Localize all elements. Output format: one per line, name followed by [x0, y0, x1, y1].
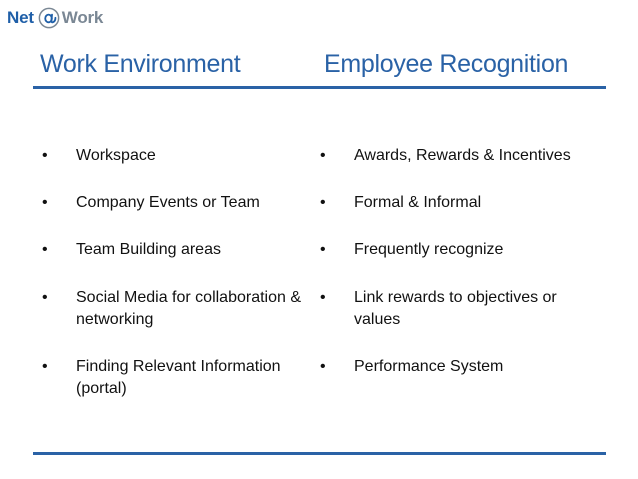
bullet: •	[42, 194, 48, 211]
bullet: •	[320, 194, 326, 211]
bullet: •	[320, 289, 326, 306]
bullet: •	[42, 147, 48, 164]
employee-recognition-heading: Employee Recognition	[324, 50, 569, 78]
top-divider	[33, 86, 606, 89]
list-item-text: Company Events or Team	[76, 194, 260, 211]
work-environment-heading: Work Environment	[40, 50, 241, 78]
bullet: •	[42, 241, 48, 258]
list-item-text: Frequently recognize	[354, 241, 504, 258]
list-item-text: Finding Relevant Information (portal)	[76, 358, 281, 397]
bullet: •	[42, 289, 48, 306]
bullet: •	[42, 358, 48, 375]
logo-work-text: Work	[61, 8, 104, 27]
list-item-text: Formal & Informal	[354, 194, 482, 211]
list-item-text: Link rewards to objectives or values	[354, 289, 557, 328]
list-item-text: Awards, Rewards & Incentives	[354, 147, 571, 164]
list-item-text: Social Media for collaboration & networking	[76, 289, 302, 328]
list-item-text: Workspace	[76, 147, 156, 164]
bottom-divider	[33, 452, 606, 455]
bullet: •	[320, 358, 326, 375]
bullet: •	[320, 241, 326, 258]
at-sign-icon	[38, 7, 60, 29]
bullet: •	[320, 147, 326, 164]
list-item-text: Team Building areas	[76, 241, 221, 258]
netatwork-logo	[7, 6, 103, 30]
list-item-text: Performance System	[354, 358, 504, 375]
logo-net-text: Net	[7, 8, 34, 27]
